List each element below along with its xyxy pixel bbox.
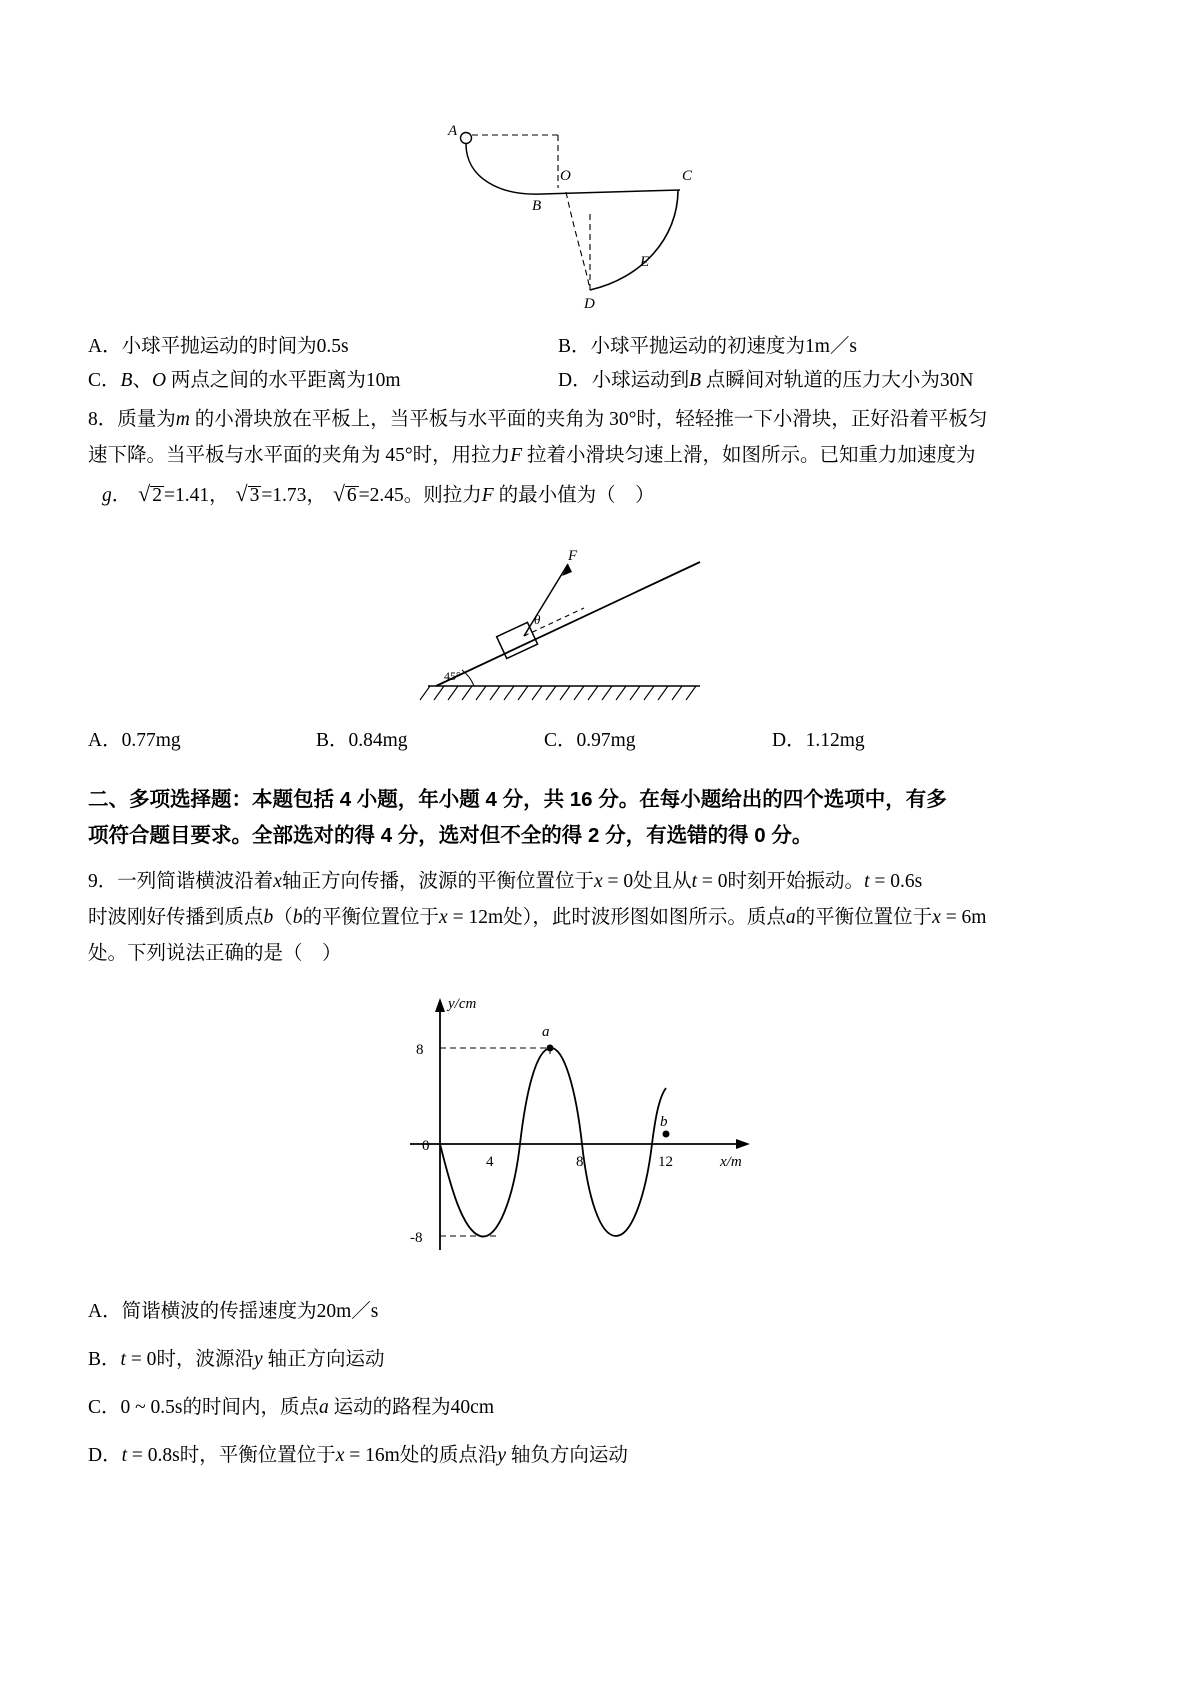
q7-c-prefix: C． [88, 370, 121, 391]
figure-projectile-track [88, 118, 1112, 318]
q9-c-rest: 运动的路程为40cm [333, 1397, 494, 1418]
q7-d-rest: 点瞬间对轨道的压力大小为30N [701, 370, 974, 391]
q8-tail-b: 的最小值为（ [498, 485, 616, 506]
figure1-label-C: C [682, 168, 693, 184]
q9-l2e: 的平衡位置位于 [795, 907, 933, 928]
q8-tail-F: F [481, 485, 494, 506]
waveform-point-b: b [660, 1114, 668, 1130]
sqrt-3-body: 3 [249, 485, 260, 506]
q9-d-x: x [335, 1445, 345, 1466]
waveform-xtick-12: 12 [658, 1154, 673, 1170]
q9-l2-eq6: = 6m [940, 907, 987, 928]
q7-d-prefix: D．小球运动到 [558, 370, 690, 391]
figure-waveform [88, 984, 1112, 1274]
q8-option-a: A．0.77mg [88, 730, 181, 751]
waveform-origin: 0 [422, 1138, 430, 1154]
waveform-point-a: a [542, 1024, 550, 1040]
q9-l2-a1: a [785, 907, 796, 928]
q9-l1-t: t [691, 871, 698, 892]
q7-d-italic: B [689, 370, 702, 391]
q9-l1-x0: x [593, 871, 603, 892]
q9-option-d [88, 1432, 1112, 1480]
q9-l2-eq12: = 12m [447, 907, 504, 928]
figure2-svg [400, 540, 800, 710]
waveform-svg [390, 984, 810, 1274]
section-2-line-2: 项符合题目要求。全部选对的得 4 分，选对但不全的得 2 分，有选错的得 0 分。 [88, 824, 813, 847]
q9-c-a: a [319, 1397, 329, 1418]
q9-d-eq: = 0.8s [127, 1445, 180, 1466]
q9-number: 9． [88, 871, 118, 892]
q9-l2-b1: b [263, 907, 274, 928]
document-content [88, 110, 1112, 1480]
q8-options [88, 724, 1112, 758]
q9-l3b: ） [322, 943, 342, 964]
q9-l1d: 时刻开始振动。 [727, 871, 865, 892]
q9-l2-b2: b [292, 907, 303, 928]
sqrt-2-body: 2 [152, 485, 162, 506]
q9-l2b: （ [273, 907, 293, 928]
q8-option-d: D．1.12mg [772, 730, 865, 751]
q8-l2a: 速下降。当平板与水平面的夹角为 45°时，用拉力 [88, 445, 511, 466]
q9-l1-x: x [273, 871, 282, 892]
q9-l2-x2: x [932, 907, 941, 928]
q7-option-c [88, 364, 558, 398]
figure2-label-F: F [568, 548, 578, 564]
figure-incline [88, 540, 1112, 710]
waveform-ylabel: y/cm [448, 996, 477, 1012]
q7-options-row1 [88, 330, 1112, 364]
q9-d-eqx: = 16m [344, 1445, 400, 1466]
q9-l3: 处。下列说法正确的是（ [88, 943, 303, 964]
q9-option-a: A．简谐横波的传揺速度为20m／s [88, 1301, 379, 1322]
q9-l1c: 处且从 [633, 871, 692, 892]
q9-b-rest: 轴正方向运动 [267, 1349, 385, 1370]
section-2-title [88, 782, 1112, 854]
waveform-xtick-4: 4 [486, 1154, 494, 1170]
figure2-label-theta: θ [534, 612, 541, 627]
q8-l2b: 拉着小滑块匀速上滑，如图所示。已知重力加速度为 [526, 445, 976, 466]
q9-b-pre: B． [88, 1349, 121, 1370]
q8-l1b: 的小滑块放在平板上，当平板与水平面的夹角为 30°时，轻轻推一下小滑块，正好沿着平板匀 [194, 409, 988, 430]
figure1-label-O: O [560, 168, 571, 184]
q8-g: g [102, 485, 112, 506]
q8-comma1: ， [209, 485, 229, 506]
q8-dot: ． [111, 485, 132, 506]
waveform-ytick-8: 8 [416, 1042, 424, 1058]
q9-l1-eq0b: = 0 [697, 871, 728, 892]
waveform-xtick-8: 8 [576, 1154, 584, 1170]
q8-l1a: 质量为 [117, 409, 176, 430]
q9-stem [88, 864, 1112, 972]
q9-b-y: y [253, 1349, 263, 1370]
q8-l2-F: F [510, 445, 523, 466]
q8-number: 8． [88, 409, 118, 430]
q8-stem-line3 [88, 476, 1112, 514]
q8-comma2: ， [306, 485, 326, 506]
q9-l2a: 时波刚好传播到质点 [88, 907, 264, 928]
q9-option-c [88, 1384, 1112, 1432]
q9-l1-eq06: = 0.6s [869, 871, 923, 892]
q9-l2c: 的平衡位置位于 [302, 907, 440, 928]
q7-option-d [558, 364, 973, 398]
waveform-ytick-neg8: -8 [410, 1230, 423, 1246]
q8-tail-a: 。则拉力 [403, 485, 482, 506]
sqrt-2: √ 2 [138, 481, 162, 506]
q9-l1-t2: t [864, 871, 870, 892]
q7-option-b: B．小球平抛运动的初速度为1m／s [558, 336, 858, 357]
q9-l1-eq0: = 0 [602, 871, 634, 892]
q9-l2-x: x [439, 907, 448, 928]
figure1-label-D: D [584, 296, 595, 312]
q9-b-mid: 时，波源沿 [156, 1349, 254, 1370]
q9-option-b [88, 1336, 1112, 1384]
q8-eq2: =1.41 [163, 485, 210, 506]
q9-l1a: 一列简谐横波沿着 [117, 871, 274, 892]
q9-d-rest: 轴负方向运动 [510, 1445, 628, 1466]
section-2-line-1: 二、多项选择题：本题包括 4 小题，年小题 4 分，共 16 分。在每小题给出的四个选项中，有多 [88, 788, 947, 811]
figure1-svg [390, 118, 810, 318]
sqrt-6-body: 6 [346, 485, 357, 506]
q7-options-row2 [88, 364, 1112, 398]
q7-c-rest: 两点之间的水平距离为10m [166, 370, 401, 391]
q9-l1b: 轴正方向传播，波源的平衡位置位于 [281, 871, 594, 892]
q8-eq3: =1.73 [261, 485, 307, 506]
q7-c-mid: 、 [132, 370, 152, 391]
q8-stem [88, 402, 1112, 474]
q9-d-mid2: 处的质点沿 [399, 1445, 498, 1466]
q9-b-t: t [120, 1349, 126, 1370]
q9-c-mid: 的时间内，质点 [182, 1397, 320, 1418]
figure1-label-E: E [640, 254, 650, 270]
figure1-label-B: B [532, 198, 542, 214]
q8-eq6: =2.45 [358, 485, 404, 506]
q9-d-y: y [497, 1445, 506, 1466]
q8-l1-m: m [175, 409, 190, 430]
waveform-xlabel: x/m [720, 1154, 742, 1170]
q9-l2d: 处），此时波形图如图所示。质点 [503, 907, 786, 928]
q9-d-pre: D． [88, 1445, 122, 1466]
q9-d-mid: 时，平衡位置位于 [179, 1445, 336, 1466]
sqrt-3: √ 3 [235, 481, 260, 506]
q7-c-italic1: B [120, 370, 133, 391]
q7-option-a: A．小球平抛运动的时间为0.5s [88, 336, 349, 357]
q8-tail-c: ） [635, 485, 655, 506]
q8-option-b: B．0.84mg [316, 730, 408, 751]
q9-c-pre: C．0 ~ 0.5s [88, 1397, 183, 1418]
q9-b-eq: = 0 [125, 1349, 157, 1370]
q7-c-italic2: O [151, 370, 167, 391]
figure2-angle-label: 45° [444, 669, 461, 683]
q9-d-t: t [121, 1445, 128, 1466]
q8-option-c: C．0.97mg [544, 730, 636, 751]
figure1-label-A: A [448, 123, 458, 139]
sqrt-6: √ 6 [332, 481, 357, 506]
